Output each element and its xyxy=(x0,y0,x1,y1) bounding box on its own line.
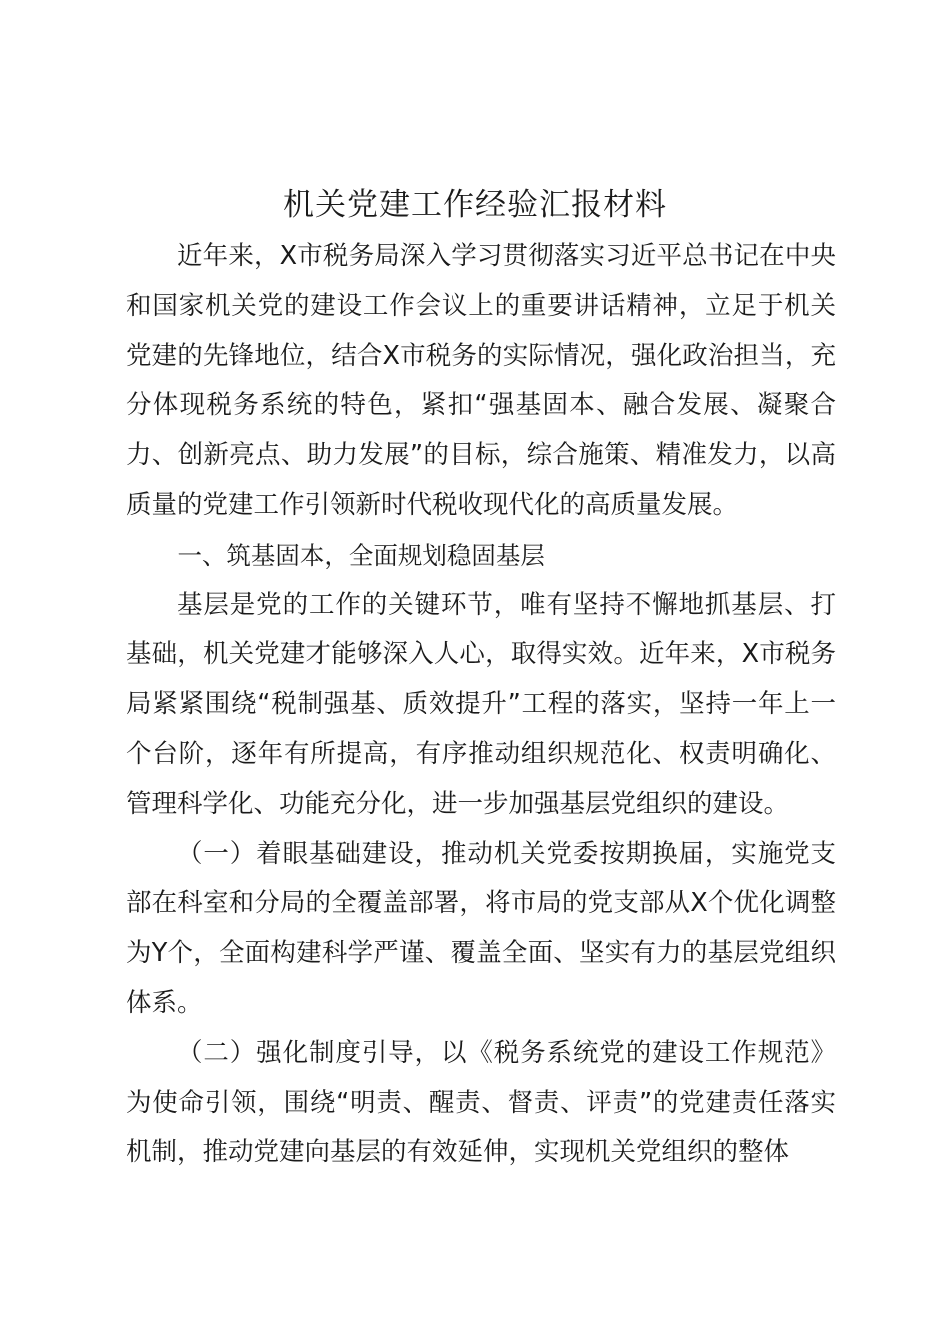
subsection-2-paragraph: （二）强化制度引导，以《税务系统党的建设工作规范》为使命引领，围绕“明责、醒责、督责、评责”的党建责任落实机制，推动党建向基层的有效延伸，实现机关党组织的整体 xyxy=(126,1037,836,1168)
subsection-1-paragraph: （一）着眼基础建设，推动机关党委按期换届，实施党支部在科室和分局的全覆盖部署，将市局的党支部从X个优化调整为Y个，全面构建科学严谨、覆盖全面、坚实有力的基层党组织体系。 xyxy=(126,838,836,1018)
document-body xyxy=(126,232,836,1178)
intro-paragraph: 近年来，X市税务局深入学习贯彻落实习近平总书记在中央和国家机关党的建设工作会议上的重要讲话精神，立足于机关党建的先锋地位，结合X市税务的实际情况，强化政治担当，充分体现税务系统的特色，紧扣“强基固本、融合发展、凝聚合力、创新亮点、助力发展”的目标，综合施策、精准发力，以高质量的党建工作引领新时代税收现代化的高质量发展。 xyxy=(126,241,836,520)
section-heading-1: 一、筑基固本，全面规划稳固基层 xyxy=(177,540,545,570)
document-title: 机关党建工作经验汇报材料 xyxy=(283,187,667,223)
section-1-paragraph: 基层是党的工作的关键环节，唯有坚持不懈地抓基层、打基础，机关党建才能够深入人心，取得实效。近年来，X市税务局紧紧围绕“税制强基、质效提升”工程的落实，坚持一年上一个台阶，逐年有所提高，有序推动组织规范化、权责明确化、管理科学化、功能充分化，进一步加强基层党组织的建设。 xyxy=(126,589,836,819)
